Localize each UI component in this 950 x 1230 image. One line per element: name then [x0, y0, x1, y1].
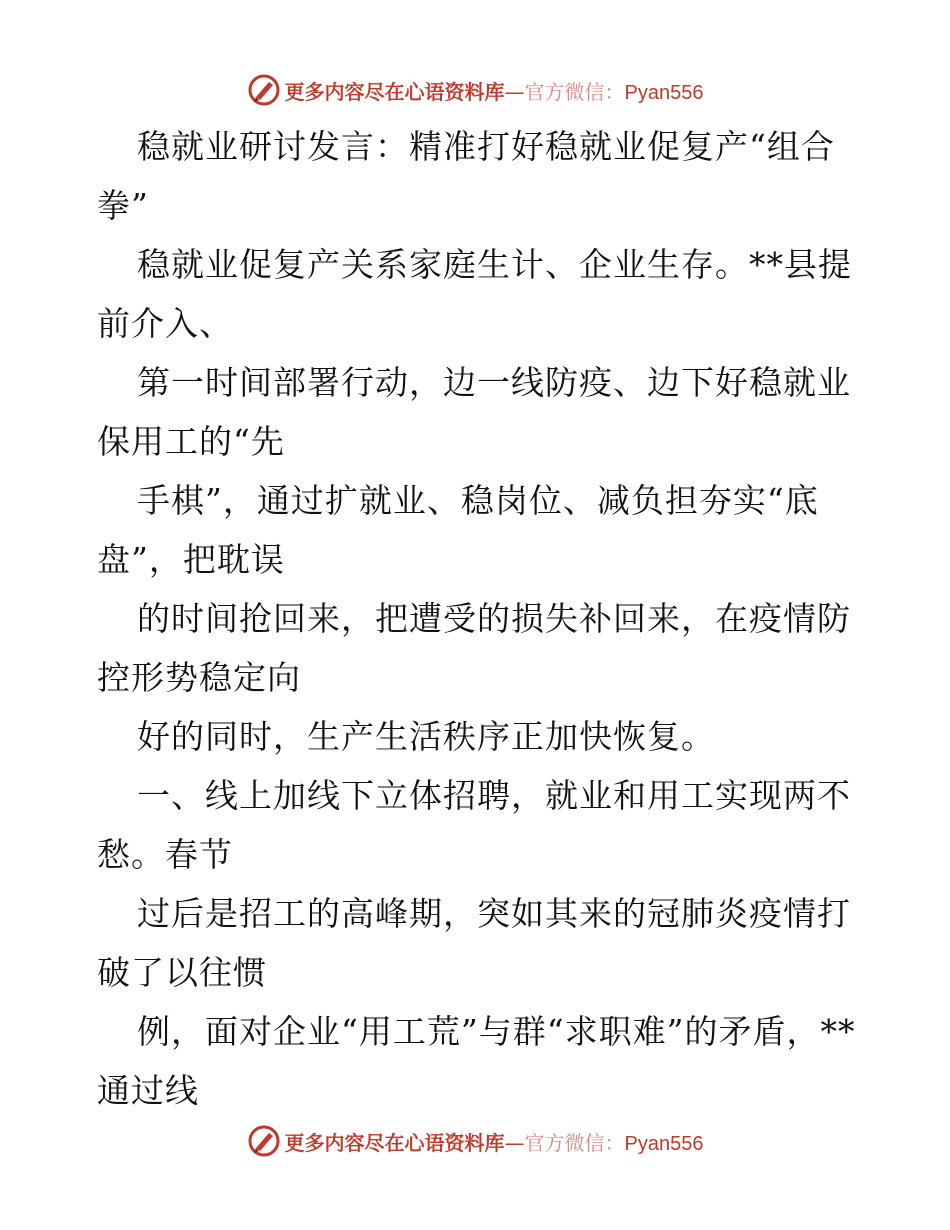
document-body [97, 117, 857, 1120]
document-title: 稳就业研讨发言：精准打好稳就业促复产“组合拳” [97, 127, 835, 225]
paragraph: 好的同时，生产生活秩序正加快恢复。 [137, 717, 715, 756]
paragraph: 的时间抢回来，把遭受的损失补回来，在疫情防控形势稳定向 [97, 599, 851, 697]
paragraph: 第一时间部署行动，边一线防疫、边下好稳就业保用工的“先 [97, 363, 851, 461]
header-watermark [0, 70, 950, 110]
footer-watermark [0, 1121, 950, 1161]
paragraph: 过后是招工的高峰期，突如其来的冠肺炎疫情打破了以往惯 [97, 894, 851, 992]
pen-seal-icon [247, 1124, 281, 1158]
pen-seal-icon [247, 73, 281, 107]
paragraph: 手棋”，通过扩就业、稳岗位、减负担夯实“底盘”，把耽误 [97, 481, 819, 579]
section-heading: 一、线上加线下立体招聘，就业和用工实现两不愁。春节 [97, 776, 851, 874]
paragraph: 稳就业促复产关系家庭生计、企业生存。**县提前介入、 [97, 245, 852, 343]
footer-watermark-text: 更多内容尽在心语资料库—官方微信：Pyan556 [284, 1130, 704, 1155]
paragraph: 例，面对企业“用工荒”与群“求职难”的矛盾，**通过线 [97, 1012, 856, 1110]
header-watermark-text: 更多内容尽在心语资料库—官方微信：Pyan556 [284, 79, 704, 104]
